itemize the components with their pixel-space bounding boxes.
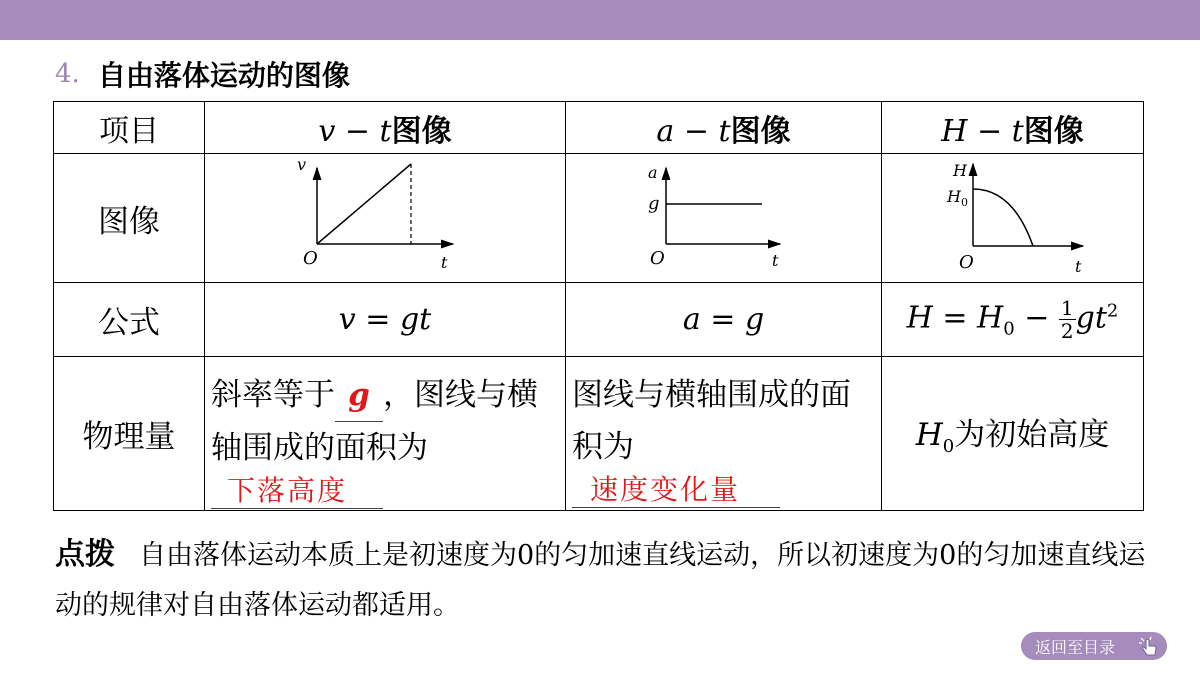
ht-fraction: $\frac{1}{2}$ — [1060, 296, 1074, 343]
vt-origin: O — [303, 248, 318, 269]
vt-y-label: v — [297, 155, 307, 174]
header-at: a − t图像 — [566, 102, 882, 154]
back-button-label: 返回至目录 — [1035, 637, 1116, 657]
vt-x-label: t — [441, 253, 448, 272]
ht-graph-cell — [882, 154, 1144, 283]
at-x-label: t — [771, 251, 778, 270]
at-graph-cell — [566, 154, 882, 283]
at-formula: a = g — [566, 283, 882, 357]
at-physics-text: 图线与横轴围成的面积为 — [572, 377, 851, 465]
at-graph — [624, 154, 824, 278]
row-label-formula: 公式 — [54, 283, 205, 357]
ht-h0-label: $H_0$ — [946, 187, 968, 209]
top-banner — [0, 0, 1200, 40]
vt-physics-cell — [205, 357, 566, 511]
vt-graph-cell — [205, 154, 566, 283]
physics-row — [54, 357, 1144, 511]
ht-formula: $H = H_0$ − $\frac{1}{2}$ $gt^2$ — [882, 283, 1144, 357]
vt-physics-prefix: 斜率等于 — [211, 377, 335, 413]
at-physics-cell — [566, 357, 882, 511]
tip-label: 点拨 — [55, 537, 115, 572]
at-origin: O — [649, 248, 665, 269]
tip-paragraph — [55, 530, 1155, 631]
tip-text: 自由落体运动本质上是初速度为0的匀加速直线运动，所以初速度为0的匀加速直线运动的规律对自由落体运动都适用。 — [55, 540, 1146, 621]
formula-row — [54, 283, 1144, 357]
header-row — [54, 102, 1144, 154]
header-ht: H − t图像 — [882, 102, 1144, 154]
section-number: 4. — [55, 59, 80, 89]
graph-row — [54, 154, 1144, 283]
freefall-graph-table — [53, 101, 1144, 511]
header-vt: v − t图像 — [205, 102, 566, 154]
vt-graph — [285, 154, 485, 278]
ht-curve — [973, 189, 1033, 246]
back-to-contents-button[interactable] — [1021, 632, 1167, 660]
vt-answer-area: 下落高度 — [211, 474, 383, 509]
vt-physics-middle: ，图线与横轴围成的面积为 — [211, 377, 538, 466]
pointer-hand-icon — [1137, 634, 1161, 658]
vt-answer-slope: g — [335, 369, 383, 422]
row-label-physics: 物理量 — [54, 357, 205, 511]
ht-origin: O — [958, 252, 974, 273]
at-y-label: a — [647, 163, 658, 182]
ht-y-label: H — [952, 161, 967, 180]
vt-line — [317, 164, 411, 244]
section-heading — [55, 54, 350, 94]
at-g-label: g — [647, 193, 660, 214]
ht-graph — [923, 154, 1103, 278]
row-label-graph: 图像 — [54, 154, 205, 283]
ht-x-label: t — [1074, 257, 1081, 276]
ht-physics-cell: $H_0$为初始高度 — [882, 357, 1144, 511]
section-title: 自由落体运动的图像 — [97, 59, 350, 92]
at-answer-area: 速度变化量 — [572, 473, 780, 508]
vt-formula: v = gt — [205, 283, 566, 357]
header-item: 项目 — [54, 102, 205, 154]
